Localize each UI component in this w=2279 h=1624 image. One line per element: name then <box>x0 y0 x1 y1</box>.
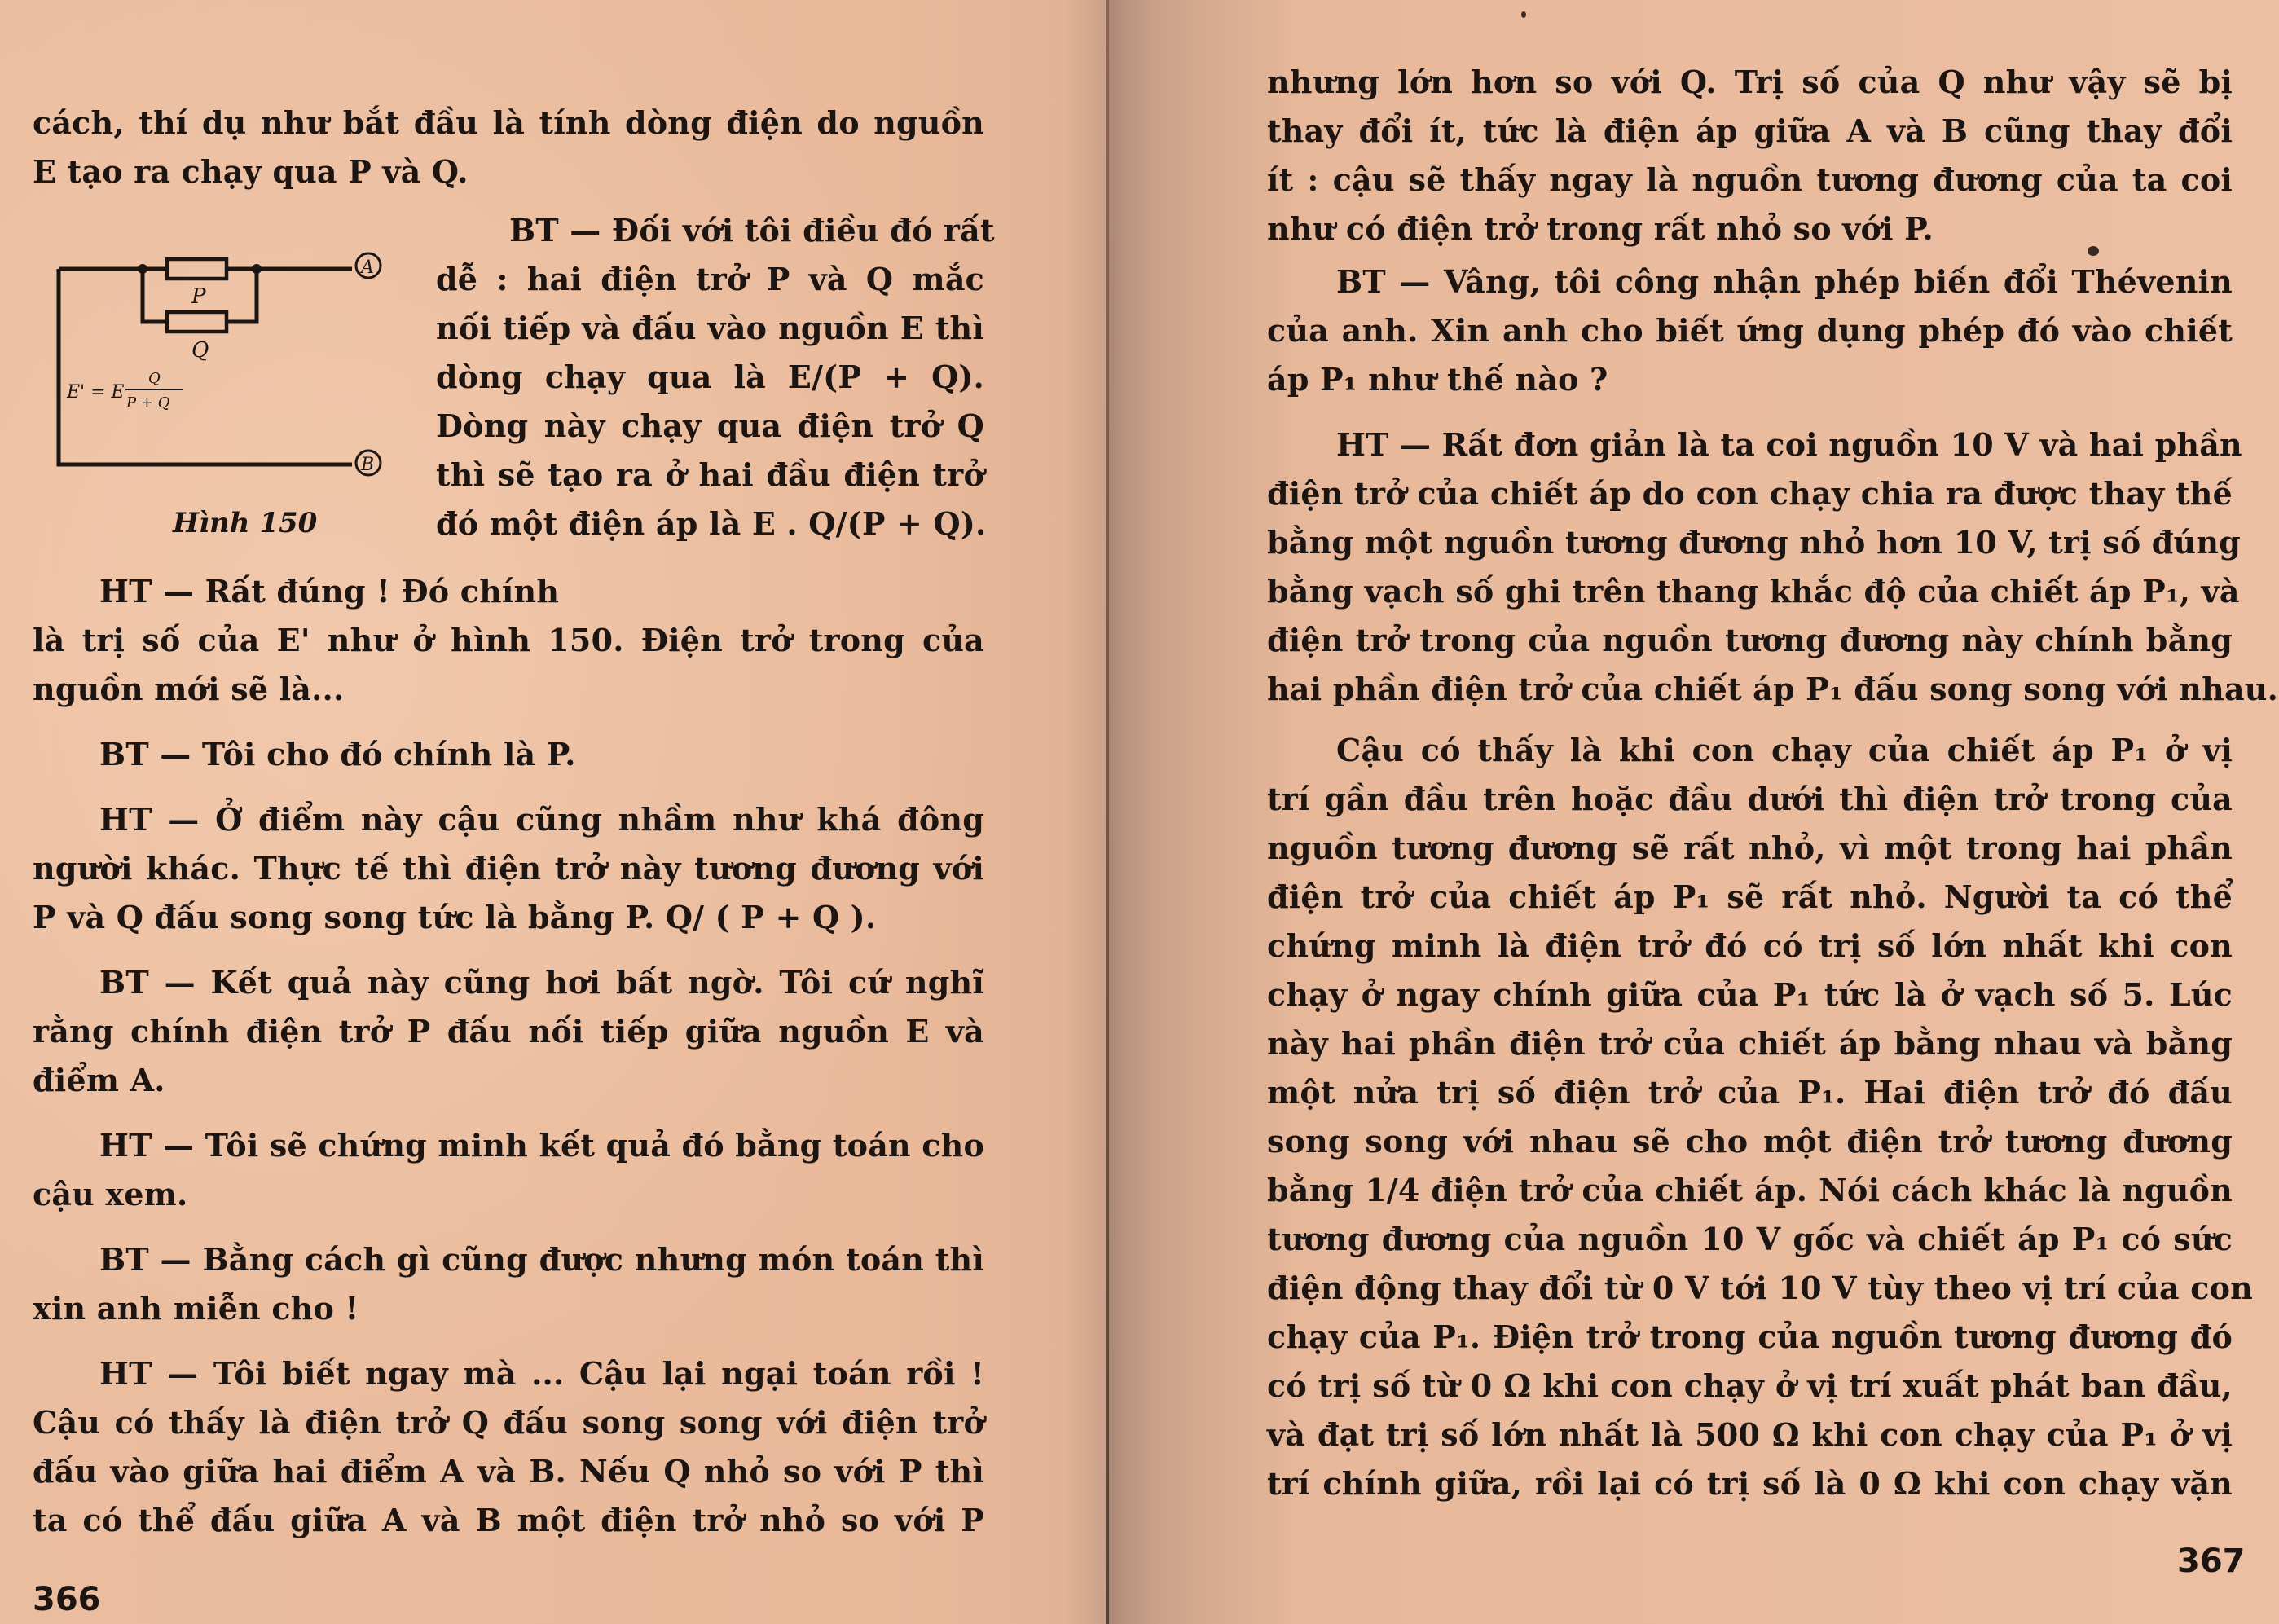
text-line: áp P₁ như thế nào ? <box>1267 361 1608 398</box>
text-line: BT — Đối với tôi điều đó rất <box>509 212 995 249</box>
junction-dot <box>138 264 147 274</box>
circuit-diagram-figure-150 <box>49 244 391 489</box>
text-line: E tạo ra chạy qua P và Q. <box>33 153 469 190</box>
text-line: HT — Ở điểm này cậu cũng nhầm như khá đông <box>99 801 984 838</box>
text-line: này hai phần điện trở của chiết áp bằng nhau và bằng <box>1267 1025 2233 1062</box>
text-line: chạy ở ngay chính giữa của P₁ tức là ở vạch số 5. Lúc <box>1267 976 2233 1013</box>
text-line: xin anh miễn cho ! <box>33 1290 359 1327</box>
text-line: điện động thay đổi từ 0 V tới 10 V tùy theo vị trí của con <box>1267 1270 2253 1306</box>
text-line: BT — Tôi cho đó chính là P. <box>99 736 576 772</box>
junction-dot <box>252 264 262 274</box>
text-line: cậu xem. <box>33 1176 188 1212</box>
formula-numerator: Q <box>148 370 161 387</box>
formula-lhs: E' = E <box>67 382 125 403</box>
page-number-left: 366 <box>33 1581 101 1618</box>
text-line: nhưng lớn hơn so với Q. Trị số của Q như vậy sẽ bị <box>1267 64 2233 100</box>
text-line: tương đương của nguồn 10 V gốc và chiết áp P₁ có sức <box>1267 1221 2233 1257</box>
text-line: BT — Bằng cách gì cũng được nhưng món toán thì <box>99 1241 984 1278</box>
text-line: bằng một nguồn tương đương nhỏ hơn 10 V, trị số đúng <box>1267 524 2241 561</box>
text-line: dễ : hai điện trở P và Q mắc <box>436 261 984 297</box>
resistor-p-label: P <box>191 284 206 309</box>
text-line: Dòng này chạy qua điện trở Q <box>436 407 984 444</box>
text-line: trí chính giữa, rồi lại có trị số là 0 Ω khi con chạy vặn <box>1267 1465 2233 1502</box>
text-line: Cậu có thấy là khi con chạy của chiết áp P₁ ở vị <box>1336 732 2233 768</box>
text-line: P và Q đấu song song tức là bằng P. Q/ ( P + Q ). <box>33 899 877 935</box>
formula-denominator: P + Q <box>126 394 170 412</box>
text-line: song song với nhau sẽ cho một điện trở tương đương <box>1267 1123 2233 1160</box>
text-line: nối tiếp và đấu vào nguồn E thì <box>436 310 984 346</box>
text-line: chạy của P₁. Điện trở trong của nguồn tương đương đó <box>1267 1318 2233 1355</box>
text-line: bằng vạch số ghi trên thang khắc độ của chiết áp P₁, và <box>1267 573 2240 610</box>
text-line: dòng chạy qua là E/(P + Q). <box>436 359 984 395</box>
text-line: Cậu có thấy là điện trở Q đấu song song với điện trở <box>33 1404 984 1441</box>
text-line: thay đổi ít, tức là điện áp giữa A và B cũng thay đổi <box>1267 112 2233 149</box>
text-line: BT — Kết quả này cũng hơi bất ngờ. Tôi cứ nghĩ <box>99 964 984 1001</box>
text-line: HT — Tôi biết ngay mà ... Cậu lại ngại toán rồi ! <box>99 1355 984 1392</box>
text-line: và đạt trị số lớn nhất là 500 Ω khi con chạy của P₁ ở vị <box>1267 1416 2233 1453</box>
text-line: HT — Tôi sẽ chứng minh kết quả đó bằng toán cho <box>99 1127 984 1164</box>
text-line: điện trở trong của nguồn tương đương này chính bằng <box>1267 622 2233 658</box>
text-line: hai phần điện trở của chiết áp P₁ đấu song song với nhau. <box>1267 671 2279 707</box>
text-line: nguồn tương đương sẽ rất nhỏ, vì một trong hai phần <box>1267 830 2233 866</box>
text-line: một nửa trị số điện trở của P₁. Hai điện trở đó đấu <box>1267 1074 2233 1111</box>
text-line: đấu vào giữa hai điểm A và B. Nếu Q nhỏ so với P thì <box>33 1453 984 1490</box>
text-line: HT — Rất đúng ! Đó chính <box>99 573 560 610</box>
text-line: ta có thể đấu giữa A và B một điện trở nhỏ so với P <box>33 1502 984 1538</box>
text-line: có trị số từ 0 Ω khi con chạy ở vị trí xuất phát ban đầu, <box>1267 1367 2233 1404</box>
text-line: là trị số của E' như ở hình 150. Điện trở trong của <box>33 622 984 658</box>
text-line: bằng 1/4 điện trở của chiết áp. Nói cách khác là nguồn <box>1267 1172 2233 1208</box>
terminal-a-label: A <box>361 257 374 278</box>
text-line: của anh. Xin anh cho biết ứng dụng phép đó vào chiết <box>1267 312 2233 349</box>
text-line: chứng minh là điện trở đó có trị số lớn nhất khi con <box>1267 927 2233 964</box>
terminal-b-label: B <box>361 455 375 475</box>
text-line: người khác. Thực tế thì điện trở này tương đương với <box>33 850 984 887</box>
book-gutter <box>1106 0 1109 1624</box>
text-line: nguồn mới sẽ là... <box>33 671 345 707</box>
text-line: điện trở của chiết áp do con chạy chia ra được thay thế <box>1267 475 2233 512</box>
figure-caption: Hình 150 <box>173 507 318 539</box>
text-line: như có điện trở trong rất nhỏ so với P. <box>1267 210 1934 247</box>
text-line: đó một điện áp là E . Q/(P + Q). <box>436 505 987 542</box>
text-line: thì sẽ tạo ra ở hai đầu điện trở <box>436 456 984 493</box>
page-number-right: 367 <box>2177 1543 2246 1580</box>
left-page <box>0 0 1108 1624</box>
text-line: cách, thí dụ như bắt đầu là tính dòng điện do nguồn <box>33 104 984 141</box>
ink-spot <box>1521 11 1526 18</box>
text-line: ít : cậu sẽ thấy ngay là nguồn tương đương của ta coi <box>1267 161 2233 198</box>
text-line: HT — Rất đơn giản là ta coi nguồn 10 V và hai phần <box>1336 426 2242 463</box>
text-line: trí gần đầu trên hoặc đầu dưới thì điện trở trong của <box>1267 781 2233 817</box>
text-line: điểm A. <box>33 1062 165 1098</box>
text-line: điện trở của chiết áp P₁ sẽ rất nhỏ. Người ta có thể <box>1267 878 2233 915</box>
text-line: rằng chính điện trở P đấu nối tiếp giữa nguồn E và <box>33 1013 984 1050</box>
ink-spot <box>2088 246 2099 256</box>
resistor-q-label: Q <box>191 338 209 363</box>
text-line: BT — Vâng, tôi công nhận phép biến đổi Thévenin <box>1336 263 2233 300</box>
